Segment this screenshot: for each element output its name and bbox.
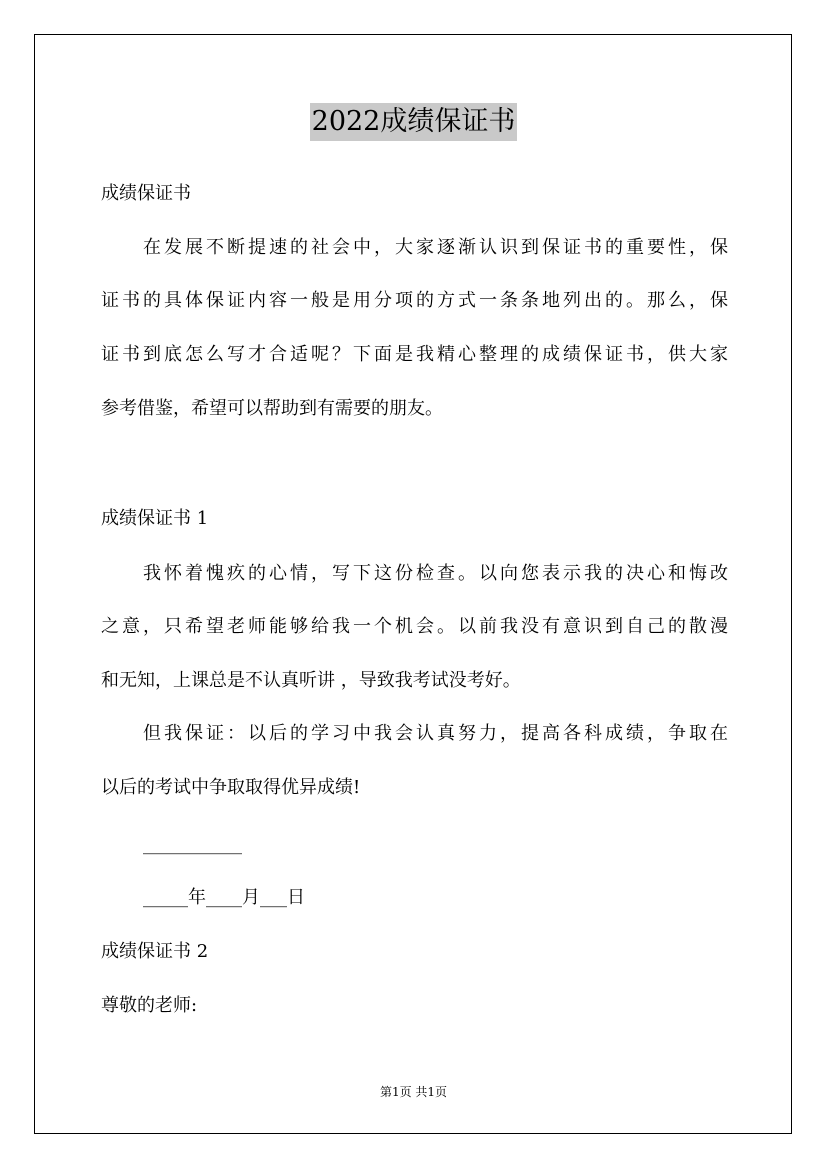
section1-heading: 成绩保证书 1 [101, 508, 209, 529]
section1-para1-line: 和无知，上课总是不认真听讲 ，导致我考试没考好。 [101, 670, 521, 691]
signature-line: ___________ [143, 834, 242, 855]
intro-line: 证书的具体保证内容一般是用分项的方式一条条地列出的。那么，保 [101, 290, 728, 311]
intro-line: 证书到底怎么写才合适呢？下面是我精心整理的成绩保证书，供大家 [101, 344, 728, 365]
intro-line: 在发展不断提速的社会中，大家逐渐认识到保证书的重要性，保 [143, 237, 728, 258]
intro-line: 参考借鉴，希望可以帮助到有需要的朋友。 [101, 398, 443, 419]
document-title: 2022成绩保证书 [310, 103, 518, 141]
page-footer: 第1页 共1页 [379, 1085, 448, 1099]
section1-para2-line: 以后的考试中争取取得优异成绩! [101, 777, 361, 798]
section1-para1-line: 之意，只希望老师能够给我一个机会。以前我没有意识到自己的散漫 [101, 616, 728, 637]
salutation: 尊敬的老师: [101, 995, 198, 1016]
date-line: _____年____月___日 [143, 887, 305, 908]
heading-main: 成绩保证书 [101, 183, 191, 204]
document-title-wrap [0, 103, 827, 141]
section1-para2-line: 但我保证：以后的学习中我会认真努力，提高各科成绩，争取在 [143, 723, 728, 744]
section2-heading: 成绩保证书 2 [101, 941, 209, 962]
section1-para1-line: 我怀着愧疚的心情，写下这份检查。以向您表示我的决心和悔改 [143, 563, 728, 584]
